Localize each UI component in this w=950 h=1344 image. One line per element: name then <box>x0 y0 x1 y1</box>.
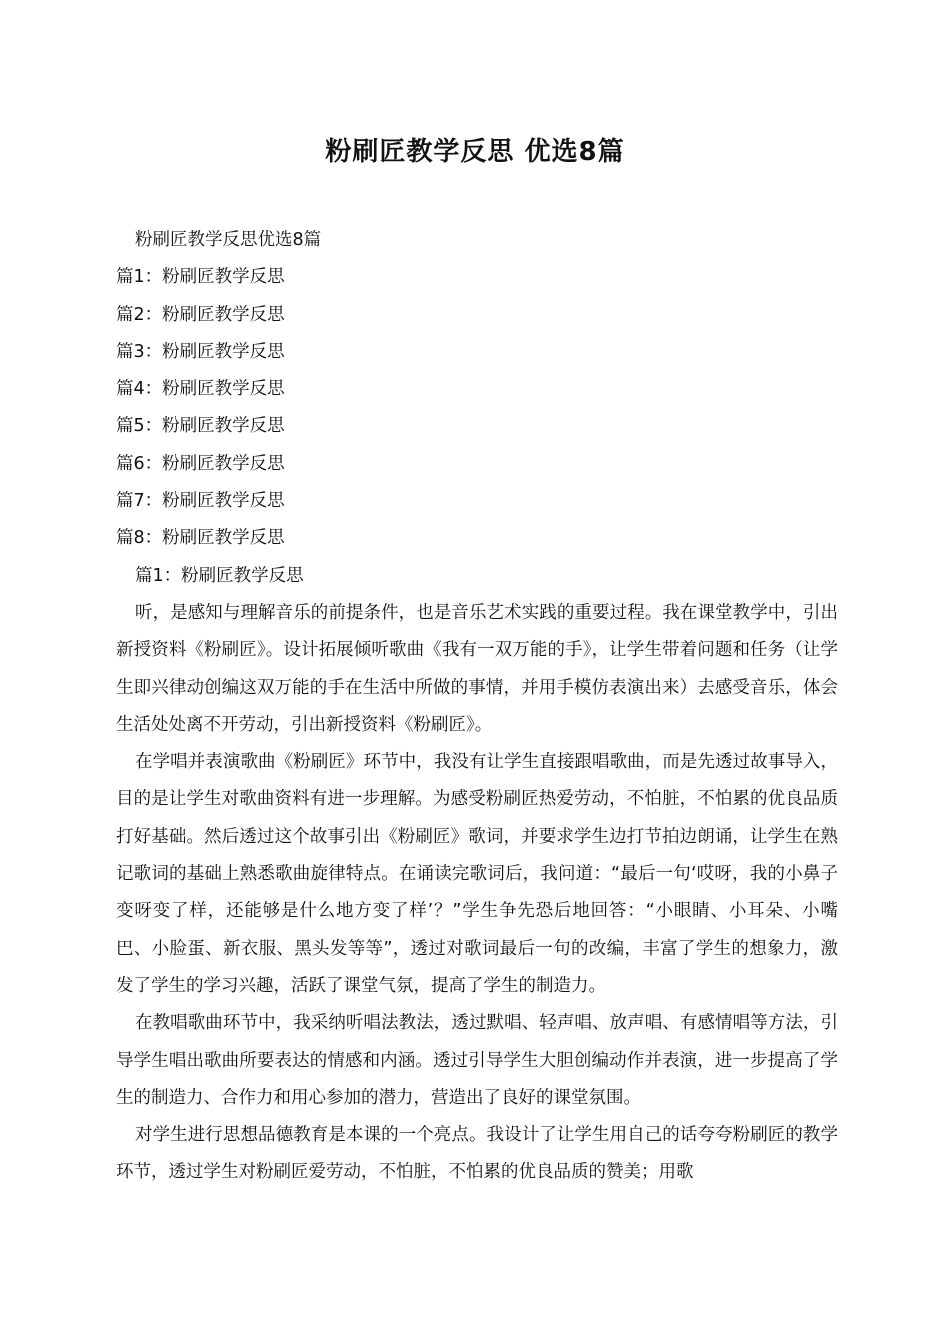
toc-item: 篇4：粉刷匠教学反思 <box>116 379 285 400</box>
toc-item: 篇5：粉刷匠教学反思 <box>116 416 285 437</box>
body-paragraph: 听，是感知与理解音乐的前提条件，也是音乐艺术实践的重要过程。我在课堂教学中，引出新授资料《粉刷匠》。设计拓展倾听歌曲《我有一双万能的手》，让学生带着问题和任务（让学生即兴律动创编这双万能的手在生活中所做的事情，并用手模仿表演出来）去感受音乐，体会生活处处离不开劳动，引出新授资料《粉刷匠》。 <box>116 602 838 735</box>
section-heading: 篇1：粉刷匠教学反思 <box>135 565 304 586</box>
body-paragraph: 在教唱歌曲环节中，我采纳听唱法教法，透过默唱、轻声唱、放声唱、有感情唱等方法，引导学生唱出歌曲所要表达的情感和内涵。透过引导学生大胆创编动作并表演，进一步提高了学生的制造力、合作力和用心参加的潜力，营造出了良好的课堂氛围。 <box>116 1013 838 1108</box>
document-title: 粉刷匠教学反思 优选8篇 <box>325 137 625 167</box>
body-paragraph: 对学生进行思想品德教育是本课的一个亮点。我设计了让学生用自己的话夸夸粉刷匠的教学环节，透过学生对粉刷匠爱劳动，不怕脏，不怕累的优良品质的赞美；用歌 <box>116 1125 838 1183</box>
document-subtitle: 粉刷匠教学反思优选8篇 <box>135 230 322 250</box>
body-paragraph: 在学唱并表演歌曲《粉刷匠》环节中，我没有让学生直接跟唱歌曲，而是先透过故事导入，目的是让学生对歌曲资料有进一步理解。为感受粉刷匠热爱劳动，不怕脏，不怕累的优良品质打好基础。然后透过这个故事引出《粉刷匠》歌词，并要求学生边打节拍边朗诵，让学生在熟记歌词的基础上熟悉歌曲旋律特点。在诵读完歌词后，我问道：“最后一句‘哎呀，我的小鼻子变呀变了样，还能够是什么地方变了样’？”学生争先恐后地回答：“小眼睛、小耳朵、小嘴巴、小脸蛋、新衣服、黑头发等等”，透过对歌词最后一句的改编，丰富了学生的想象力，激发了学生的学习兴趣，活跃了课堂气氛，提高了学生的制造力。 <box>116 752 838 996</box>
toc-item: 篇3：粉刷匠教学反思 <box>116 341 285 362</box>
toc-item: 篇2：粉刷匠教学反思 <box>116 304 285 325</box>
toc-item: 篇6：粉刷匠教学反思 <box>116 453 285 474</box>
toc-item: 篇7：粉刷匠教学反思 <box>116 491 285 512</box>
table-of-contents <box>116 259 838 557</box>
toc-item: 篇8：粉刷匠教学反思 <box>116 528 285 549</box>
document-body <box>116 222 838 1192</box>
toc-item: 篇1：粉刷匠教学反思 <box>116 267 285 288</box>
